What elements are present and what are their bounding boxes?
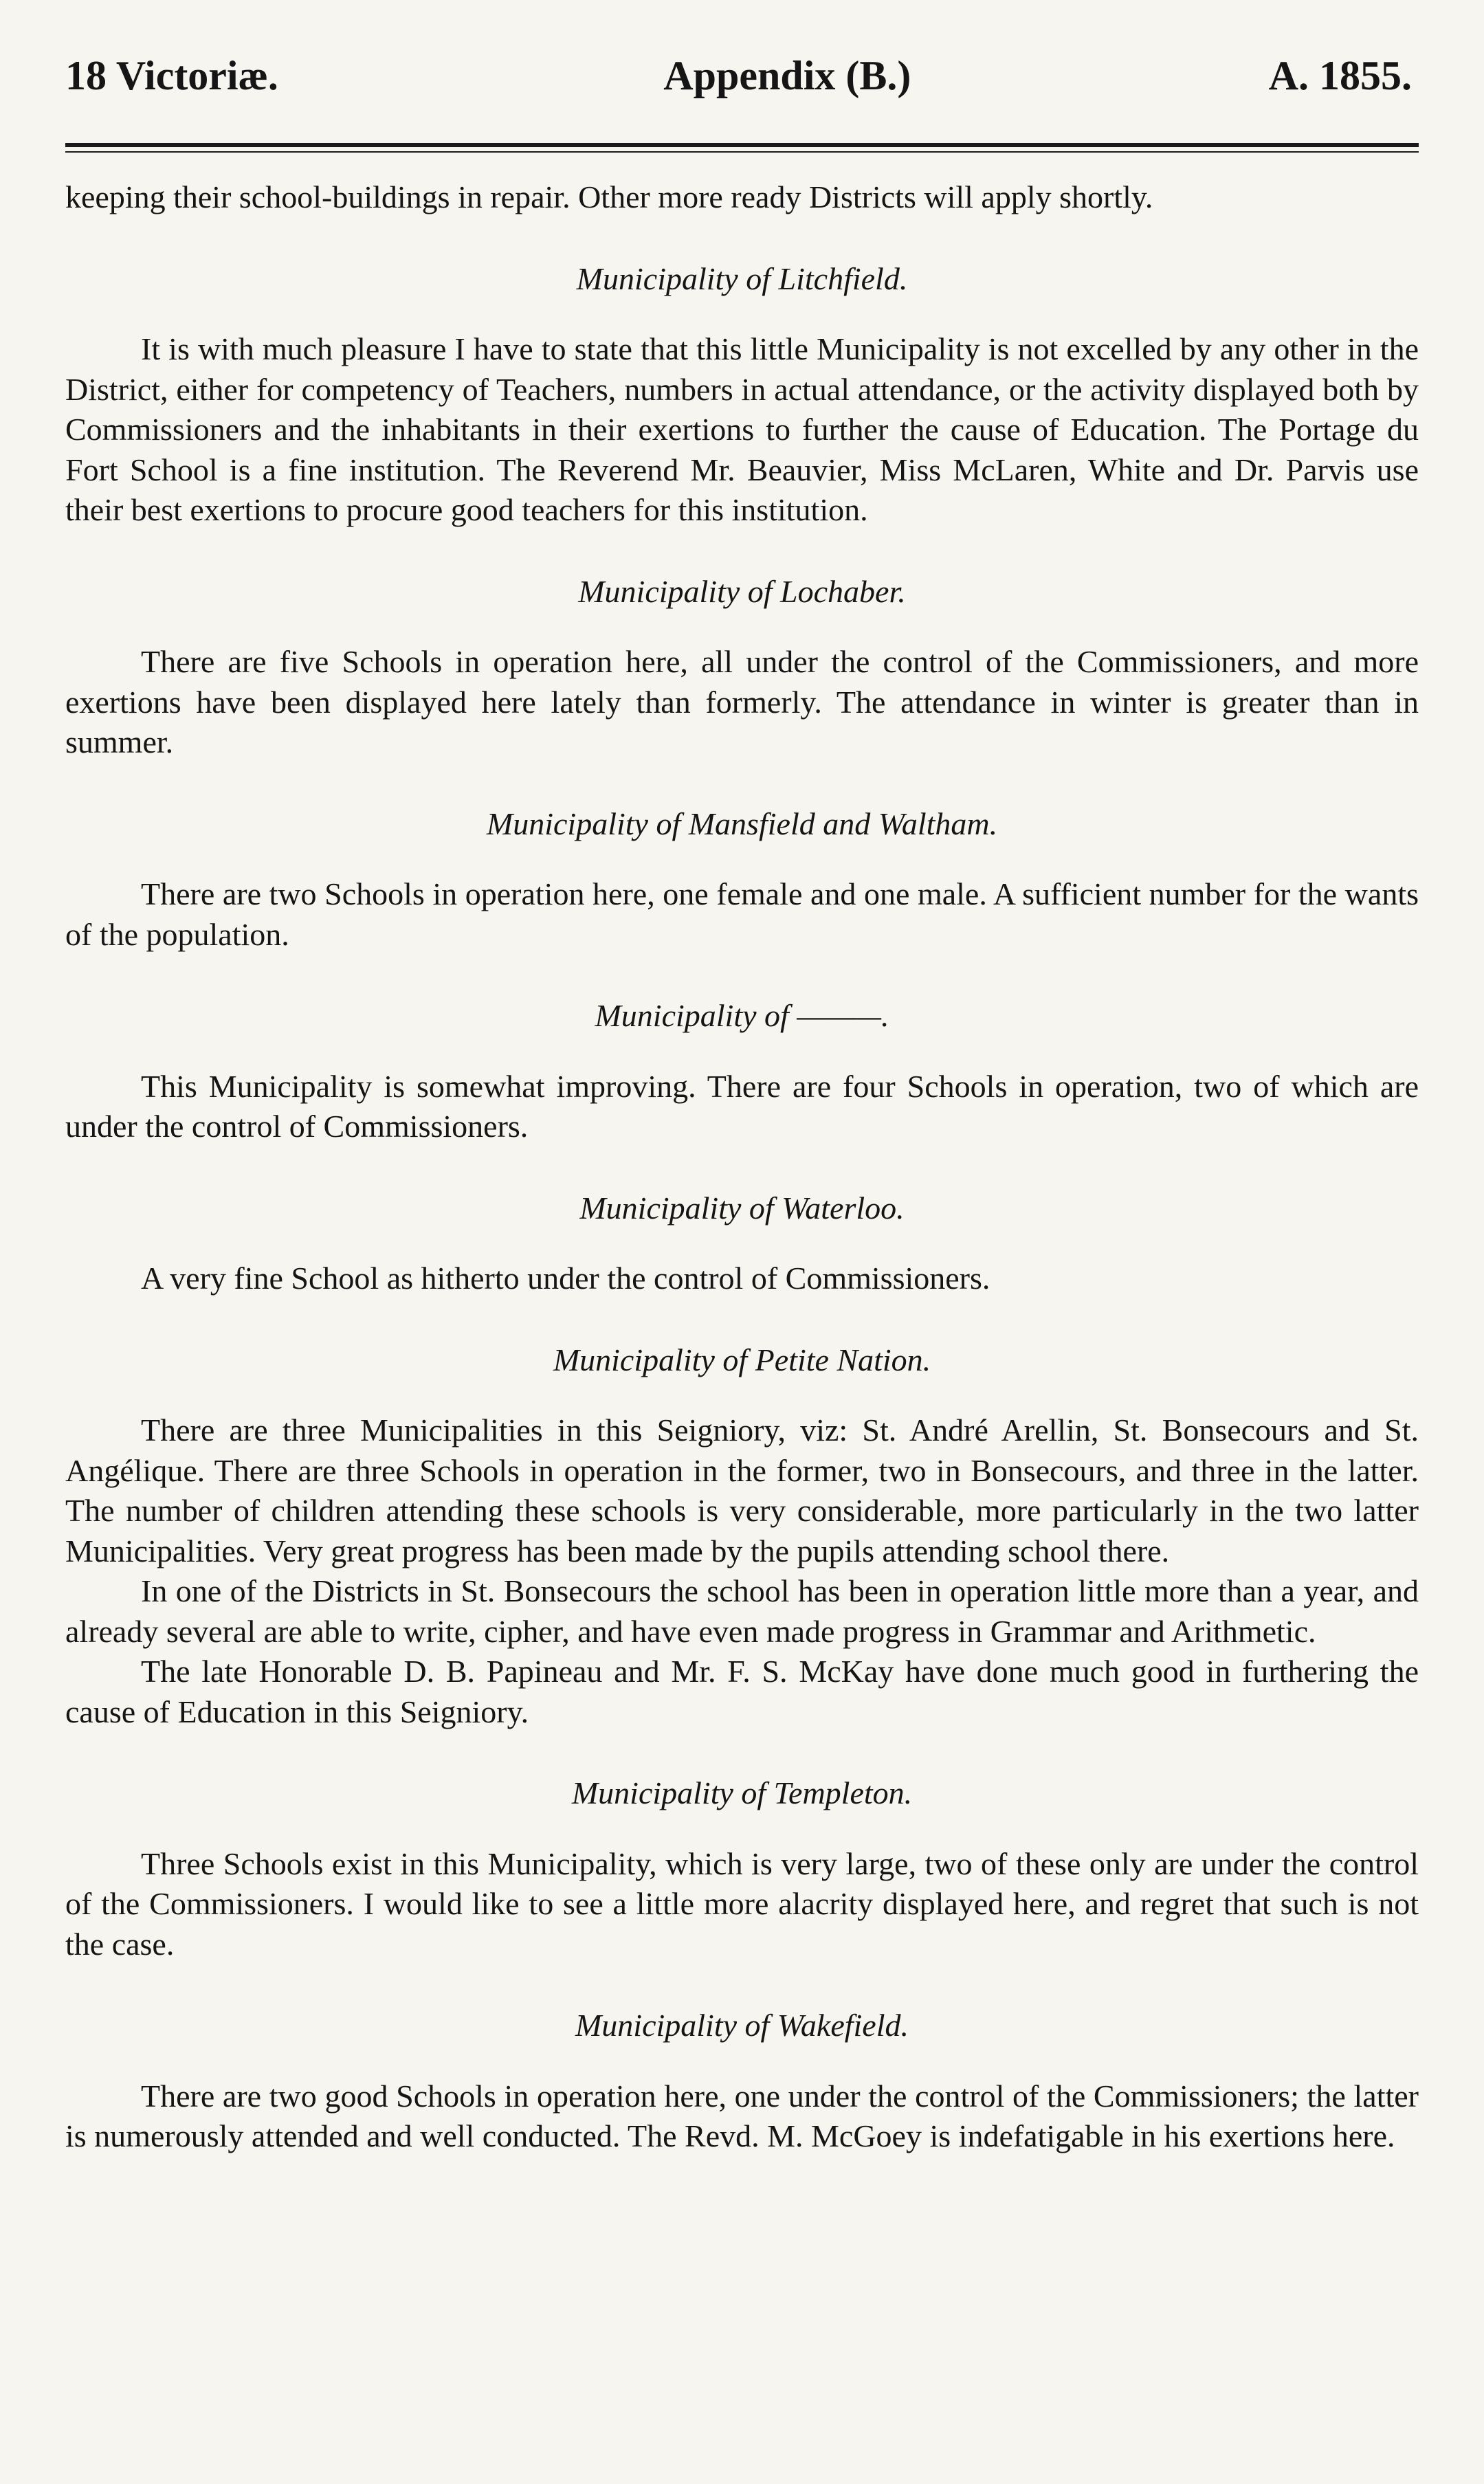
- paragraph: There are five Schools in operation here, all under the control of the Commissioners, and more exertions have been displayed here lately than formerly. The attendance in winter is greater than in summer.: [65, 644, 1419, 759]
- section-title: Municipality of Wakefield.: [575, 2008, 909, 2043]
- section-templeton: [65, 1773, 1419, 1964]
- section-title: Municipality of Litchfield.: [576, 260, 908, 296]
- paragraph: This Municipality is somewhat improving. There are four Schools in operation, two of which are under the control of Commissioners.: [65, 1068, 1419, 1144]
- header-left: 18 Victoriæ.: [65, 53, 278, 98]
- section-title: Municipality of ———.: [595, 998, 889, 1033]
- paragraph: A very fine School as hitherto under the control of Commissioners.: [141, 1261, 990, 1296]
- section-waterloo: [65, 1188, 1419, 1299]
- paragraph: In one of the Districts in St. Bonsecours the school has been in operation little more than a year, and already several are able to write, cipher, and have even made progress in Grammar and Arithmetic.: [65, 1573, 1419, 1649]
- section-title: Municipality of Mansfield and Waltham.: [486, 806, 998, 841]
- section-title: Municipality of Lochaber.: [578, 573, 906, 609]
- paragraph: The late Honorable D. B. Papineau and Mr. F. S. McKay have done much good in furthering the cause of Education in this Seigniory.: [65, 1654, 1419, 1729]
- section-title: Municipality of Petite Nation.: [553, 1342, 931, 1377]
- section-litchfield: [65, 259, 1419, 531]
- section-lochaber: [65, 572, 1419, 763]
- header-rule: [65, 143, 1419, 153]
- paragraph: There are three Municipalities in this Seigniory, viz: St. André Arellin, St. Bonsecours and St. Angélique. There are three Schools in operation in the former, two in Bonsecours, and three in the latter. The number of children attending these schools is very considerable, more particularly in the two latter Municipalities. Very great progress has been made by the pupils attending school there.: [65, 1412, 1419, 1568]
- section-title: Municipality of Templeton.: [571, 1775, 913, 1810]
- paragraph: There are two good Schools in operation here, one under the control of the Commissioners; the latter is numerously attended and well conducted. The Revd. M. McGoey is indefatigable in his exertions here.: [65, 2078, 1419, 2153]
- page-header: [65, 55, 1419, 117]
- opening-paragraph: keeping their school-buildings in repair. Other more ready Districts will apply shortly.: [65, 179, 1153, 214]
- paragraph: Three Schools exist in this Municipality, which is very large, two of these only are under the control of the Commissioners. I would like to see a little more alacrity displayed here, and regret that such is not the case.: [65, 1845, 1419, 1962]
- header-center: Appendix (B.): [663, 53, 911, 98]
- header-rule-thick: [65, 143, 1419, 147]
- paragraph: It is with much pleasure I have to state that this little Municipality is not excelled by any other in the District, either for competency of Teachers, numbers in actual attendance, or the activity displayed both by Commissioners and the inhabitants in their exertions to further the cause of Education. The Portage du Fort School is a fine institution. The Reverend Mr. Beauvier, Miss McLaren, White and Dr. Parvis use their best exertions to procure good teachers for this institution.: [65, 331, 1419, 527]
- section-petite-nation: [65, 1340, 1419, 1733]
- section-mansfield-waltham: [65, 804, 1419, 955]
- paragraph: There are two Schools in operation here, one female and one male. A sufficient number for the wants of the population.: [65, 876, 1419, 952]
- section-unnamed: [65, 996, 1419, 1147]
- page-body: [65, 177, 1419, 2157]
- header-rule-thin: [65, 151, 1419, 153]
- header-right: A. 1855.: [1268, 53, 1412, 98]
- section-title: Municipality of Waterloo.: [579, 1190, 905, 1226]
- section-wakefield: [65, 2006, 1419, 2157]
